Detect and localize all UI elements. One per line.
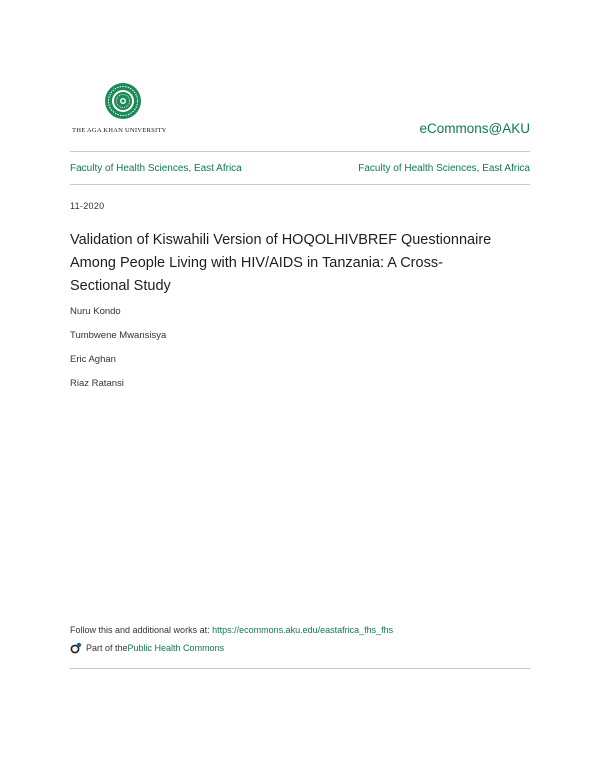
faculty-link-right[interactable]: Faculty of Health Sciences, East Africa	[358, 163, 530, 174]
collection-url-link[interactable]: https://ecommons.aku.edu/eastafrica_fhs_fhs	[212, 625, 394, 635]
part-prefix: Part of the	[86, 643, 128, 653]
aku-logo-emblem-icon	[104, 82, 142, 120]
author-name: Nuru Kondo	[70, 306, 121, 317]
document-title	[70, 229, 530, 298]
title-line-3: Sectional Study	[70, 278, 171, 294]
commons-network-icon	[70, 642, 82, 654]
footer-divider	[70, 668, 530, 669]
follow-prefix: Follow this and additional works at:	[70, 625, 213, 635]
header-divider	[70, 151, 530, 152]
follow-line	[70, 625, 393, 635]
ecommons-link[interactable]: eCommons@AKU	[419, 121, 530, 136]
faculty-divider	[70, 184, 530, 185]
author-name: Eric Aghan	[70, 354, 116, 365]
institution-name: THE AGA KHAN UNIVERSITY	[72, 127, 167, 134]
faculty-link-left[interactable]: Faculty of Health Sciences, East Africa	[70, 163, 242, 174]
title-line-2: Among People Living with HIV/AIDS in Tanzania: A Cross-	[70, 255, 443, 271]
public-health-commons-link[interactable]: Public Health Commons	[127, 643, 225, 653]
title-line-1: Validation of Kiswahili Version of HOQOLHIVBREF Questionnaire	[70, 232, 492, 248]
author-name: Riaz Ratansi	[70, 378, 124, 389]
publication-date: 11-2020	[70, 201, 105, 211]
author-name: Tumbwene Mwansisya	[70, 330, 167, 341]
part-of-line	[70, 642, 224, 654]
